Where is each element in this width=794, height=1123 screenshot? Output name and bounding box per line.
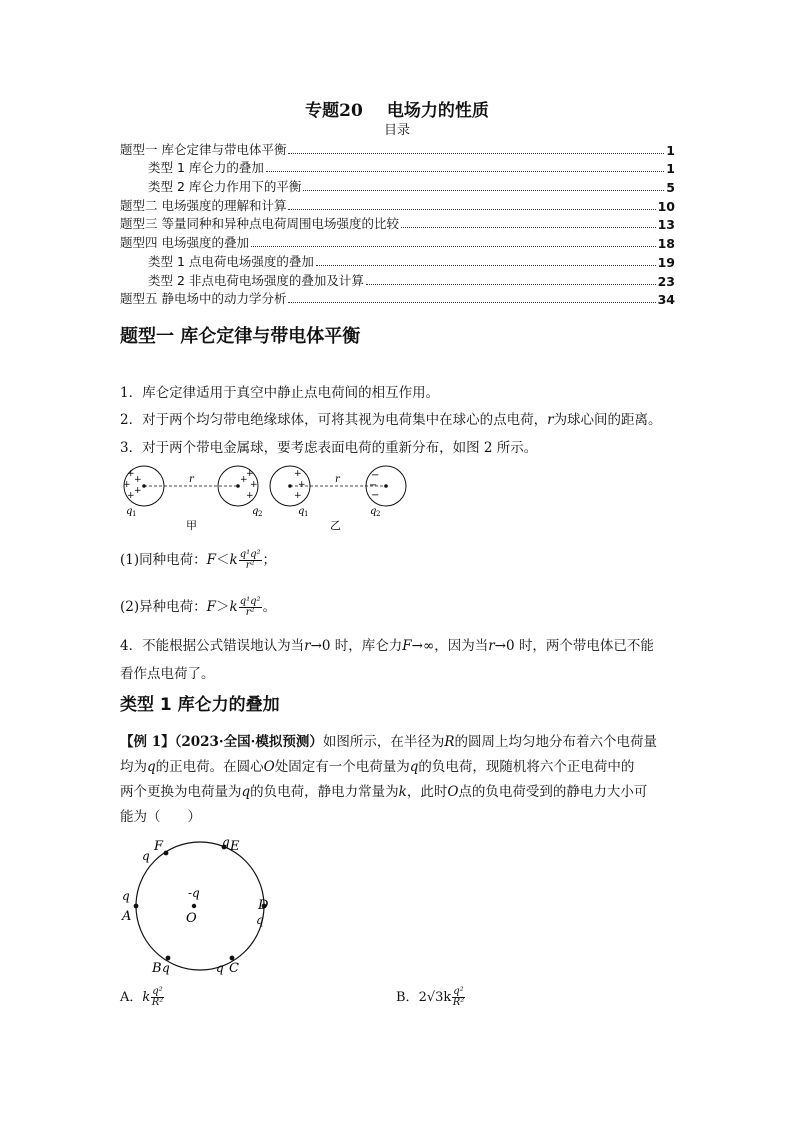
q2-label: q [370, 506, 377, 517]
plus-sign: + [127, 491, 135, 501]
paragraph-1: 1．库仑定律适用于真空中静止点电荷间的相互作用。 [120, 385, 440, 401]
toc-entry[interactable] [120, 158, 675, 177]
plus-sign: + [246, 469, 254, 479]
toc-entry-page: 18 [657, 236, 675, 252]
toc-leader-dots [251, 246, 656, 247]
subsection-heading: 类型 1 库仑力的叠加 [120, 695, 280, 715]
charge-point-f [164, 851, 169, 856]
q1-label: q [126, 506, 133, 517]
toc-entry[interactable] [120, 232, 675, 251]
point-e-label: E [230, 839, 240, 854]
point-d-label: D [258, 898, 269, 913]
plus-sign: + [134, 475, 142, 485]
r-label: r [189, 474, 194, 485]
plus-sign: + [123, 480, 131, 490]
circle-charges-figure [108, 836, 278, 978]
toc-entry[interactable] [120, 139, 675, 158]
toc-entry-page: 5 [666, 180, 675, 196]
toc-entry-label: 题型五 静电场中的动力学分析 [120, 291, 287, 307]
example-line-3: 两个更换为电荷量为q的负电荷，静电力常量为k，此时O点的负电荷受到的静电力大小可 [120, 784, 648, 800]
center-dot [142, 484, 146, 488]
example-line-2: 均为q的正电荷。在圆心O处固定有一个电荷量为q的负电荷，现随机将六个正电荷中的 [120, 759, 635, 775]
plus-sign: + [294, 491, 302, 501]
toc-entry-page: 1 [666, 161, 675, 177]
charge-point-b [166, 956, 171, 961]
minus-sign: − [369, 480, 378, 491]
plus-sign: + [298, 480, 306, 490]
toc-leader-dots [266, 171, 664, 172]
q2-sub: 2 [258, 510, 263, 518]
toc-entry[interactable] [120, 176, 675, 195]
point-b-charge: q [162, 961, 170, 975]
toc-entry-label: 题型三 等量同种和异种点电荷周围电场强度的比较 [120, 216, 399, 232]
toc-entry-label: 类型 1 点电荷电场强度的叠加 [148, 253, 314, 269]
toc-entry-label: 题型二 电场强度的理解和计算 [120, 197, 287, 213]
center-o-label: O [186, 911, 197, 926]
toc-entry-page: 23 [657, 273, 675, 289]
toc-leader-dots [288, 302, 655, 303]
section-heading: 题型一 库仑定律与带电体平衡 [120, 326, 361, 347]
point-a-charge: q [122, 889, 130, 903]
toc-leader-dots [288, 209, 655, 210]
formula-same-charge: (1)同种电荷：F＜k $\frac{\text{q¹q²}}{\text{r²}}$ ； [120, 548, 277, 571]
toc-leader-dots [288, 153, 664, 154]
toc-entry[interactable] [120, 289, 675, 308]
point-c-label: C [229, 961, 239, 976]
plus-sign: + [134, 486, 142, 496]
paragraph-4-line-2: 看作点电荷了。 [120, 666, 215, 682]
fraction: $\frac{\text{q²}}{\text{R²}}$ [151, 985, 164, 1008]
plus-sign: + [294, 469, 302, 479]
caption-yi: 乙 [330, 519, 341, 532]
r-label: r [335, 474, 340, 485]
paragraph-3: 3．对于两个带电金属球，要考虑表面电荷的重新分布，如图 2 所示。 [120, 440, 538, 456]
fraction: $\frac{\text{q¹q²}}{\text{r²}}$ [239, 548, 261, 571]
q1-sub: 1 [304, 510, 309, 518]
toc-entry-page: 13 [657, 217, 675, 233]
q1-sub: 1 [132, 510, 137, 518]
toc-leader-dots [303, 190, 664, 191]
point-e-charge: q [222, 836, 230, 849]
toc-entry[interactable] [120, 270, 675, 289]
center-dot [384, 484, 388, 488]
toc-entry-label: 类型 2 库仑力作用下的平衡 [148, 179, 302, 195]
center-charge-label: -q [188, 886, 200, 900]
plus-sign: + [127, 469, 135, 479]
paragraph-2: 2．对于两个均匀带电绝缘球体，可将其视为电荷集中在球心的点电荷，r为球心间的距离。 [120, 412, 662, 428]
toc-entry-label: 题型四 电场强度的叠加 [120, 235, 249, 251]
point-a-label: A [122, 909, 132, 924]
center-dot [192, 904, 196, 908]
q2-label: q [252, 506, 259, 517]
example-1 [120, 730, 675, 830]
toc-entry-page: 1 [666, 142, 675, 158]
toc-leader-dots [366, 284, 656, 285]
plus-sign: + [246, 491, 254, 501]
toc-entry-page: 34 [657, 292, 675, 308]
charged-spheres-figure [112, 462, 412, 534]
title-prefix: 专题20 [305, 101, 363, 121]
page-title [0, 96, 794, 121]
minus-sign: − [371, 490, 380, 501]
toc-entry-page: 10 [657, 198, 675, 214]
q1-label: q [298, 506, 305, 517]
example-line-1: 【例 1】（2023·全国·模拟预测）如图所示，在半径为R的圆周上均匀地分布着六个电荷量 [120, 734, 657, 750]
caption-jia: 甲 [186, 519, 197, 532]
fraction: $\frac{\text{q¹q²}}{\text{r²}}$ [239, 595, 261, 618]
toc-entry-page: 19 [657, 254, 675, 270]
charge-point-c [230, 956, 235, 961]
option-a[interactable]: A．k $\frac{\text{q²}}{\text{R²}}$ [120, 985, 164, 1008]
toc-entry[interactable] [120, 251, 675, 270]
option-b[interactable]: B．2√3k $\frac{\text{q²}}{\text{R²}}$ [396, 985, 465, 1008]
charge-point-a [134, 904, 139, 909]
example-line-4: 能为（ ） [120, 809, 201, 825]
point-f-label: F [154, 839, 164, 854]
charge-ring [136, 842, 264, 970]
toc-entry[interactable] [120, 195, 675, 214]
plus-sign: + [240, 475, 248, 485]
toc-entry-label: 题型一 库仑定律与带电体平衡 [120, 141, 287, 157]
title-main: 电场力的性质 [386, 101, 489, 121]
fraction: $\frac{\text{q²}}{\text{R²}}$ [452, 985, 465, 1008]
formula-opposite-charge: (2)异种电荷：F＞k $\frac{\text{q¹q²}}{\text{r²}}$ 。 [120, 595, 277, 618]
toc-leader-dots [316, 265, 656, 266]
point-c-charge: q [216, 961, 224, 975]
point-d-charge: q [256, 913, 264, 927]
point-f-charge: q [142, 849, 150, 863]
plus-sign: + [250, 480, 258, 490]
toc-heading: 目录 [383, 123, 410, 138]
table-of-contents [120, 139, 675, 307]
toc-entry[interactable] [120, 214, 675, 233]
toc-leader-dots [401, 227, 656, 228]
q2-sub: 2 [376, 510, 381, 518]
toc-entry-label: 类型 2 非点电荷电场强度的叠加及计算 [148, 272, 364, 288]
minus-sign: − [371, 470, 380, 481]
paragraph-4-line-1: 4．不能根据公式错误地认为当r→0 时，库仑力F→∞，因为当r→0 时，两个带电体已不能 [120, 638, 654, 654]
toc-entry-label: 类型 1 库仑力的叠加 [148, 160, 264, 176]
point-b-label: B [152, 961, 162, 976]
center-dot [288, 484, 292, 488]
